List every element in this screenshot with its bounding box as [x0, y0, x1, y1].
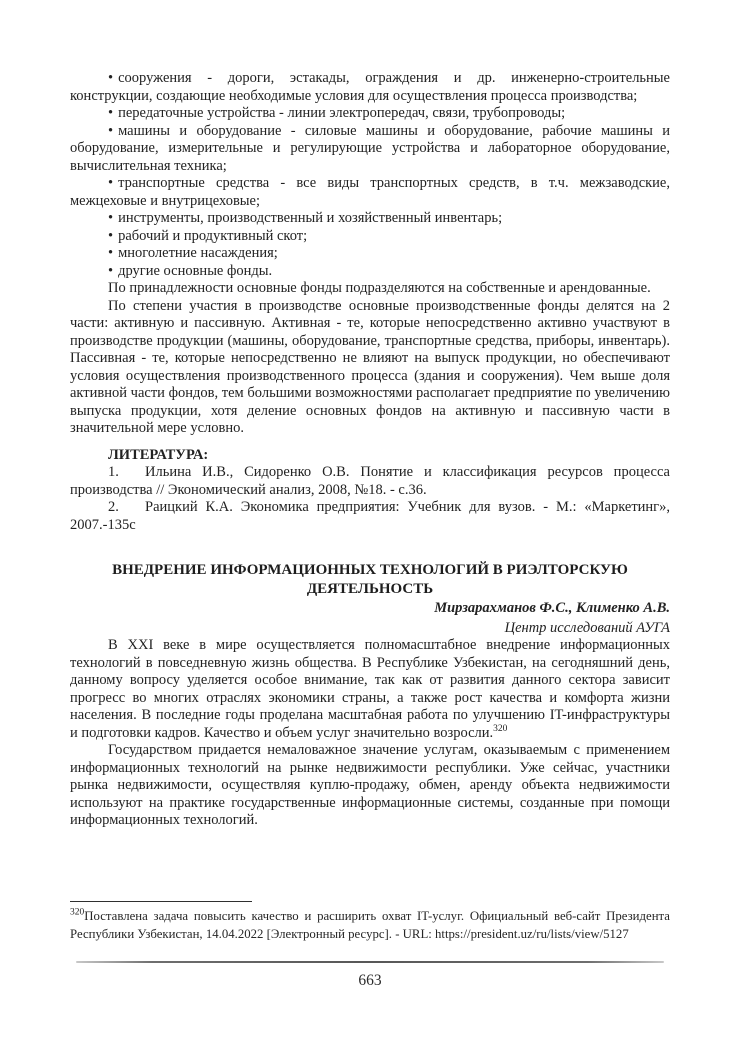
bullet-icon: •: [108, 122, 114, 139]
bullet-text: передаточные устройства - линии электропередач, связи, трубопроводы;: [118, 105, 566, 121]
literature-heading: ЛИТЕРАТУРА:: [108, 446, 209, 463]
bullet-icon: •: [108, 175, 114, 191]
article-title: ВНЕДРЕНИЕ ИНФОРМАЦИОННЫХ ТЕХНОЛОГИЙ В РИЭЛТОРСКУЮ ДЕЯТЕЛЬНОСТЬ: [112, 562, 628, 597]
bullet-item: [70, 105, 670, 123]
bullet-icon: •: [108, 210, 114, 226]
body-paragraph: По принадлежности основные фонды подразделяются на собственные и арендованные.: [108, 280, 651, 296]
bullet-item: [70, 263, 670, 281]
bullet-icon: •: [108, 245, 114, 261]
footer-divider-rule: [76, 961, 664, 963]
bullet-text: многолетние насаждения;: [118, 245, 278, 261]
bullet-item: [70, 245, 670, 263]
literature-item-text: Ильина И.В., Сидоренко О.В. Понятие и классификация ресурсов процесса производства // Экономический анализ, 2008, №18. - с.36.: [70, 464, 670, 498]
bullet-icon: •: [108, 70, 114, 86]
bullet-item: [70, 175, 670, 210]
article-paragraph: Государством придается немаловажное значение услугам, оказываемым с применением информационных технологий на рынке недвижимости республики. Уже сейчас, участники рынка недвижимости, осуществляя куплю-продажу, обмен, аренду объекта недвижимости используют на практике государственные информационные системы, созданные при помощи информационных технологий.: [70, 742, 670, 828]
bullet-text: транспортные средства - все виды транспортных средств, в т.ч. межзаводские, межцеховые и внутрицеховые;: [70, 175, 670, 209]
bullet-item: [70, 228, 670, 246]
bullet-text: сооружения - дороги, эстакады, ограждения и др. инженерно-строительные конструкции, создающие необходимые условия для осуществления процесса производства;: [70, 70, 670, 104]
bullet-text: машины и оборудование - силовые машины и оборудование, рабочие машины и оборудование, измерительные и регулирующие устройства и лабораторное оборудование, вычислительная техника;: [70, 122, 670, 174]
literature-item: [70, 499, 670, 534]
bullet-icon: •: [108, 227, 114, 244]
article-paragraph: [70, 637, 670, 742]
body-paragraph: По степени участия в производстве основные производственные фонды делятся на 2 части: активную и пассивную. Активная - те, которые непосредственно активно участвуют в производстве продукции (машины, оборудование, транспортные средства, приборы, инвентарь). Пассивная - те, которые непосредственно не влияют на выпуск продукции, но обеспечивают условия осуществления производственного процесса (здания и сооружения). Чем выше доля активной части фондов, тем большими возможностями располагает предприятие по увеличению выпуска продукции, хотя деление основных фондов на активную и пассивную части в значительной мере условно.: [70, 297, 670, 436]
literature-item: [70, 464, 670, 499]
footnote-body: Поставлена задача повысить качество и расширить охват IT-услуг. Официальный веб-сайт Президента Республики Узбекистан, 14.04.2022 [Электронный ресурс]. - URL: https://president.uz/ru/lists/view/5127: [70, 909, 670, 941]
footnote-block: [70, 901, 670, 943]
bullet-text: рабочий и продуктивный скот;: [118, 227, 308, 244]
bullet-text: инструменты, производственный и хозяйственный инвентарь;: [118, 210, 503, 226]
article-affiliation: Центр исследований АУГА: [504, 619, 670, 636]
footnote-reference: 320: [493, 723, 508, 734]
bullet-icon: •: [108, 105, 114, 121]
literature-item-number: 1.: [108, 464, 119, 480]
literature-item-text: Раицкий К.А. Экономика предприятия: Учебник для вузов. - М.: «Маркетинг», 2007.-135с: [70, 499, 670, 533]
bullet-text: другие основные фонды.: [118, 262, 273, 279]
bullet-item: [70, 123, 670, 176]
bullet-icon: •: [108, 262, 114, 279]
page-content: [70, 70, 670, 830]
bullet-item: [70, 210, 670, 228]
bullet-item: [70, 70, 670, 105]
article-authors: Мирзарахманов Ф.С., Клименко А.В.: [434, 600, 670, 616]
article-paragraph-text: В XXI веке в мире осуществляется полномасштабное внедрение информационных технологий в повседневную жизнь общества. В Республике Узбекистан, на сегодняшний день, данному вопросу уделяется особое внимание, так как от развития данного сектора зависит прогресс во многих отраслях экономики страны, а также рост качества и комфорта жизни населения. В последние годы проделана масштабная работа по улучшению IT-инфраструктуры и подготовки кадров. Качество и объем услуг значительно возросли.: [70, 637, 670, 741]
footnote-number: 320: [70, 907, 85, 918]
page-number: 663: [358, 972, 382, 989]
footnote-text: [70, 908, 670, 943]
literature-item-number: 2.: [108, 499, 119, 515]
footnote-separator-rule: [70, 901, 252, 902]
